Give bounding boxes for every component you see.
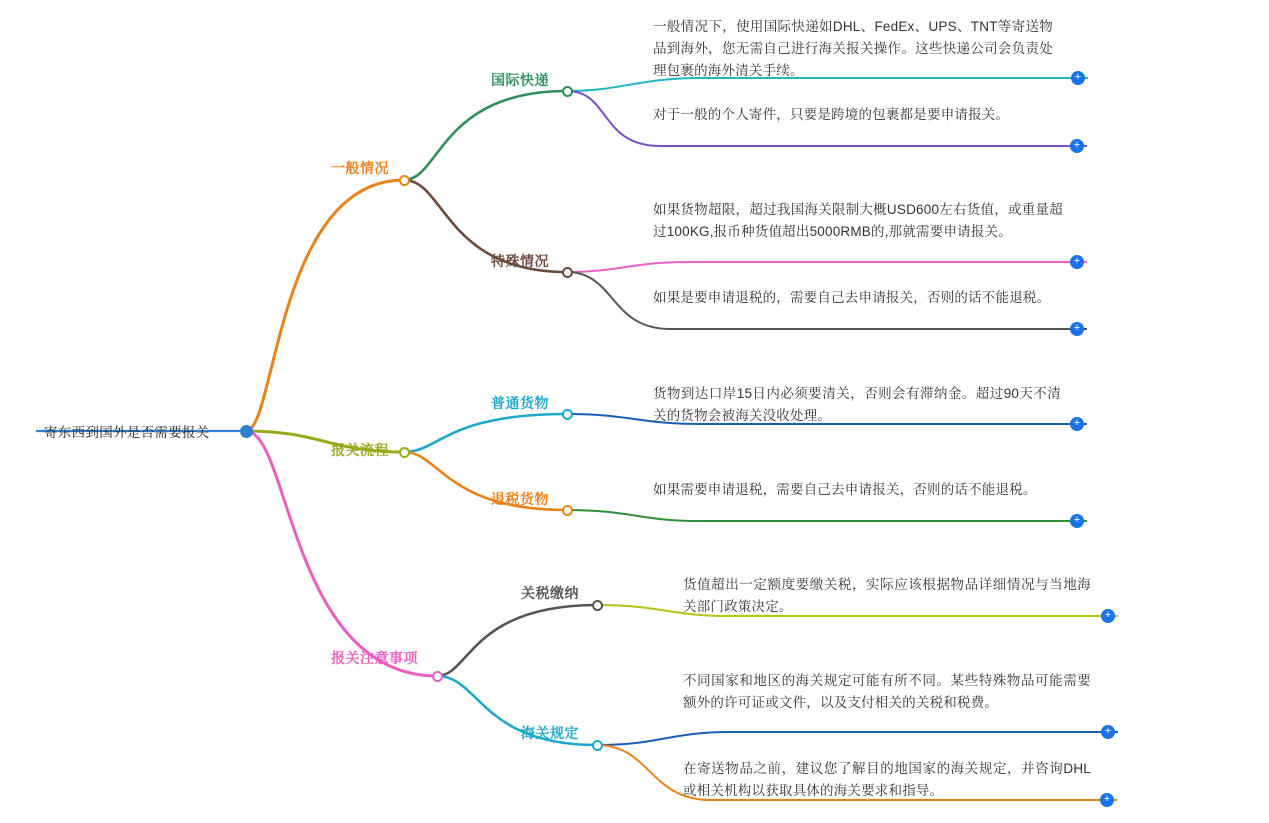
subbranch-label-express[interactable]: 国际快递: [491, 72, 549, 88]
subbranch-dot-refund-goods[interactable]: [562, 505, 573, 516]
expand-button-refund-goods-1[interactable]: +: [1070, 514, 1084, 528]
subbranch-label-duty[interactable]: 关税缴纳: [521, 585, 579, 601]
expand-button-special-1[interactable]: +: [1070, 255, 1084, 269]
leaf-text-special-1: 如果货物超限，超过我国海关限制大概USD600左右货值，或重量超过100KG,报币种货值超出5000RMB的,那就需要申请报关。: [653, 202, 1063, 239]
expand-button-normal-goods-1[interactable]: +: [1070, 417, 1084, 431]
expand-button-customs-rules-1[interactable]: +: [1101, 725, 1115, 739]
leaf-text-customs-rules-1: 不同国家和地区的海关规定可能有所不同。某些特殊物品可能需要额外的许可证或文件，以及支付相关的关税和税费。: [683, 673, 1091, 710]
leaf-text-customs-rules-2: 在寄送物品之前，建议您了解目的地国家的海关规定，并咨询DHL或相关机构以获取具体的海关要求和指导。: [683, 761, 1091, 798]
subbranch-label-normal-goods[interactable]: 普通货物: [491, 395, 549, 411]
leaf-text-special-2: 如果是要申请退税的，需要自己去申请报关，否则的话不能退税。: [653, 290, 1051, 305]
branch-label-general[interactable]: 一般情况: [331, 160, 389, 176]
expand-button-customs-rules-2[interactable]: +: [1100, 793, 1114, 807]
leaf-text-express-1: 一般情况下，使用国际快递如DHL、FedEx、UPS、TNT等寄送物品到海外，您无需自己进行海关报关操作。这些快递公司会负责处理包裹的海外清关手续。: [653, 19, 1053, 78]
branch-dot-general[interactable]: [399, 175, 410, 186]
expand-button-special-2[interactable]: +: [1070, 322, 1084, 336]
root-node-dot[interactable]: [240, 425, 253, 438]
expand-button-duty-1[interactable]: +: [1101, 609, 1115, 623]
leaf-text-normal-goods-1: 货物到达口岸15日内必须要清关，否则会有滞纳金。超过90天不清关的货物会被海关没收处理。: [653, 386, 1061, 423]
subbranch-label-special[interactable]: 特殊情况: [491, 253, 549, 269]
root-node-label[interactable]: 寄东西到国外是否需要报关: [44, 425, 210, 440]
subbranch-dot-duty[interactable]: [592, 600, 603, 611]
subbranch-label-customs-rules[interactable]: 海关规定: [521, 725, 579, 741]
branch-dot-notes[interactable]: [432, 671, 443, 682]
expand-button-express-1[interactable]: +: [1071, 71, 1085, 85]
leaf-text-refund-goods-1: 如果需要申请退税，需要自己去申请报关，否则的话不能退税。: [653, 482, 1037, 497]
branch-dot-process[interactable]: [399, 447, 410, 458]
subbranch-dot-customs-rules[interactable]: [592, 740, 603, 751]
expand-button-express-2[interactable]: +: [1070, 139, 1084, 153]
subbranch-dot-express[interactable]: [562, 86, 573, 97]
leaf-text-express-2: 对于一般的个人寄件，只要是跨境的包裹都是要申请报关。: [653, 107, 1010, 122]
subbranch-label-refund-goods[interactable]: 退税货物: [491, 491, 549, 507]
subbranch-dot-normal-goods[interactable]: [562, 409, 573, 420]
leaf-text-duty-1: 货值超出一定额度要缴关税，实际应该根据物品详细情况与当地海关部门政策决定。: [683, 577, 1091, 614]
subbranch-dot-special[interactable]: [562, 267, 573, 278]
branch-label-process[interactable]: 报关流程: [331, 442, 389, 458]
branch-label-notes[interactable]: 报关注意事项: [331, 650, 418, 666]
